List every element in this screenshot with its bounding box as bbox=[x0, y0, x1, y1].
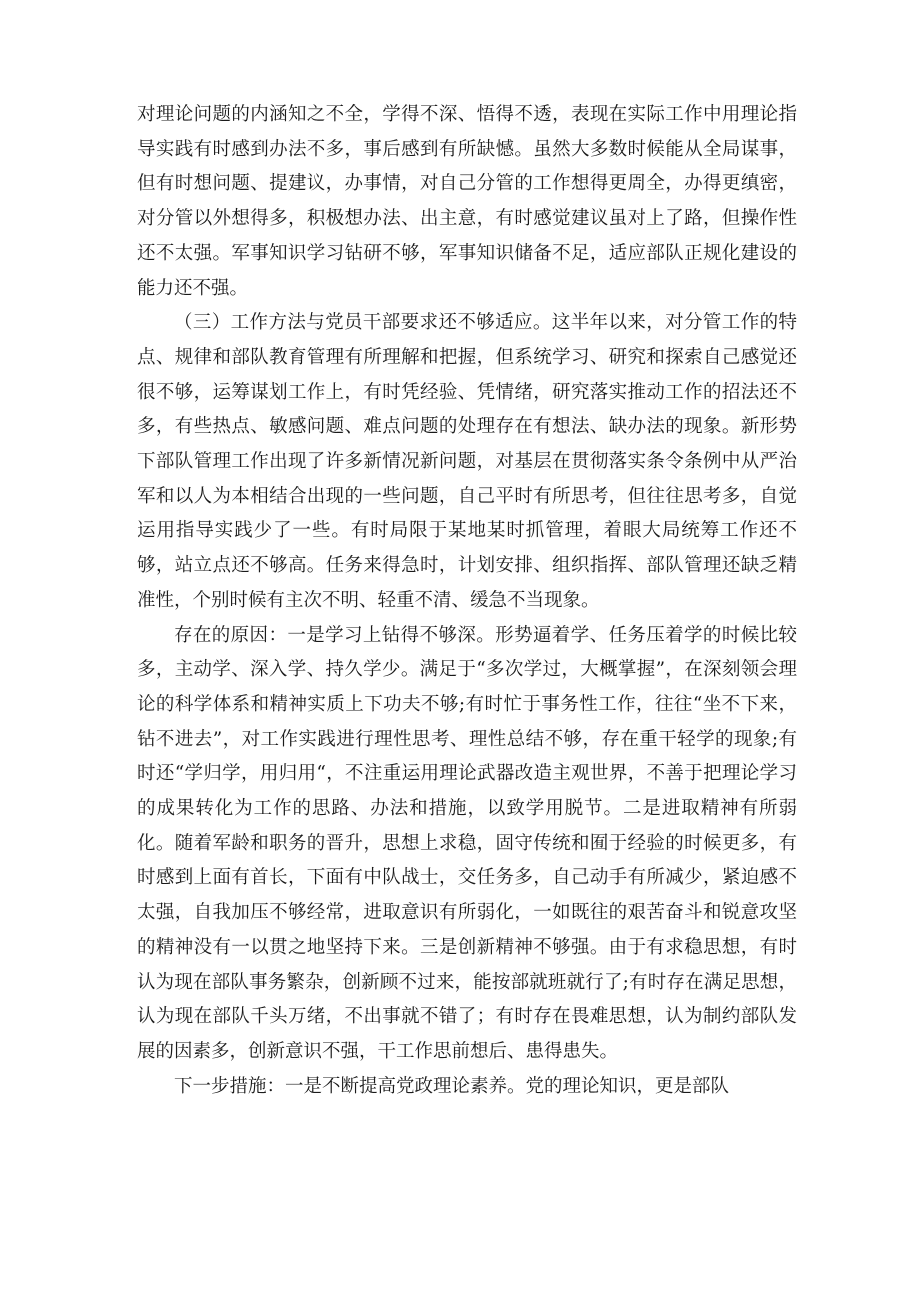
paragraph-work-method: （三）工作方法与党员干部要求还不够适应。这半年以来，对分管工作的特点、规律和部队教育管理有所理解和把握，但系统学习、研究和探索自己感觉还很不够，运筹谋划工作上，有时凭经验、凭情绪，研究落实推动工作的招法还不多，有些热点、敏感问题、难点问题的处理存在有想法、缺办法的现象。新形势下部队管理工作出现了许多新情况新问题，对基层在贯彻落实条令条例中从严治军和以人为本相结合出现的一些问题，自己平时有所思考，但往往思考多，自觉运用指导实践少了一些。有时局限于某地某时抓管理，着眼大局统筹工作还不够，站立点还不够高。任务来得急时，计划安排、组织指挥、部队管理还缺乏精准性，个别时候有主次不明、轻重不清、缓急不当现象。 bbox=[137, 312, 797, 611]
paragraph-next-steps: 下一步措施：一是不断提高党政理论素养。党的理论知识，更是部队 bbox=[174, 1075, 730, 1097]
paragraph-causes: 存在的原因：一是学习上钻得不够深。形势逼着学、任务压着学的时候比较多，主动学、深入学、持久学少。满足于“多次学过，大概掌握”，在深刻领会理论的科学体系和精神实质上下功夫不够;有时忙于事务性工作，往往“坐不下来，钻不进去”，对工作实践进行理性思考、理性总结不够，存在重干轻学的现象;有时还“学归学，用归用“，不注重运用理论武器改造主观世界，不善于把理论学习的成果转化为工作的思路、办法和措施，以致学用脱节。二是进取精神有所弱化。随着军龄和职务的晋升，思想上求稳，固守传统和囿于经验的时候更多，有时感到上面有首长，下面有中队战士，交任务多，自己动手有所减少，紧迫感不太强，自我加压不够经常，进取意识有所弱化，一如既往的艰苦奋斗和锐意攻坚的精神没有一以贯之地坚持下来。三是创新精神不够强。由于有求稳思想，有时认为现在部队事务繁杂，创新顾不过来，能按部就班就行了;有时存在满足思想，认为现在部队千头万绪，不出事就不错了；有时存在畏难思想，认为制约部队发展的因素多，创新意识不强，干工作思前想后、患得患失。 bbox=[137, 624, 797, 1062]
document-body bbox=[137, 98, 797, 1104]
paragraph-continuation: 对理论问题的内涵知之不全，学得不深、悟得不透，表现在实际工作中用理论指导实践有时感到办法不多，事后感到有所缺憾。虽然大多数时候能从全局谋事，但有时想问题、提建议，办事情，对自己分管的工作想得更周全，办得更缜密，对分管以外想得多，积极想办法、出主意，有时感觉建议虽对上了路，但操作性还不太强。军事知识学习钻研不够，军事知识储备不足，适应部队正规化建设的能力还不强。 bbox=[137, 104, 797, 299]
